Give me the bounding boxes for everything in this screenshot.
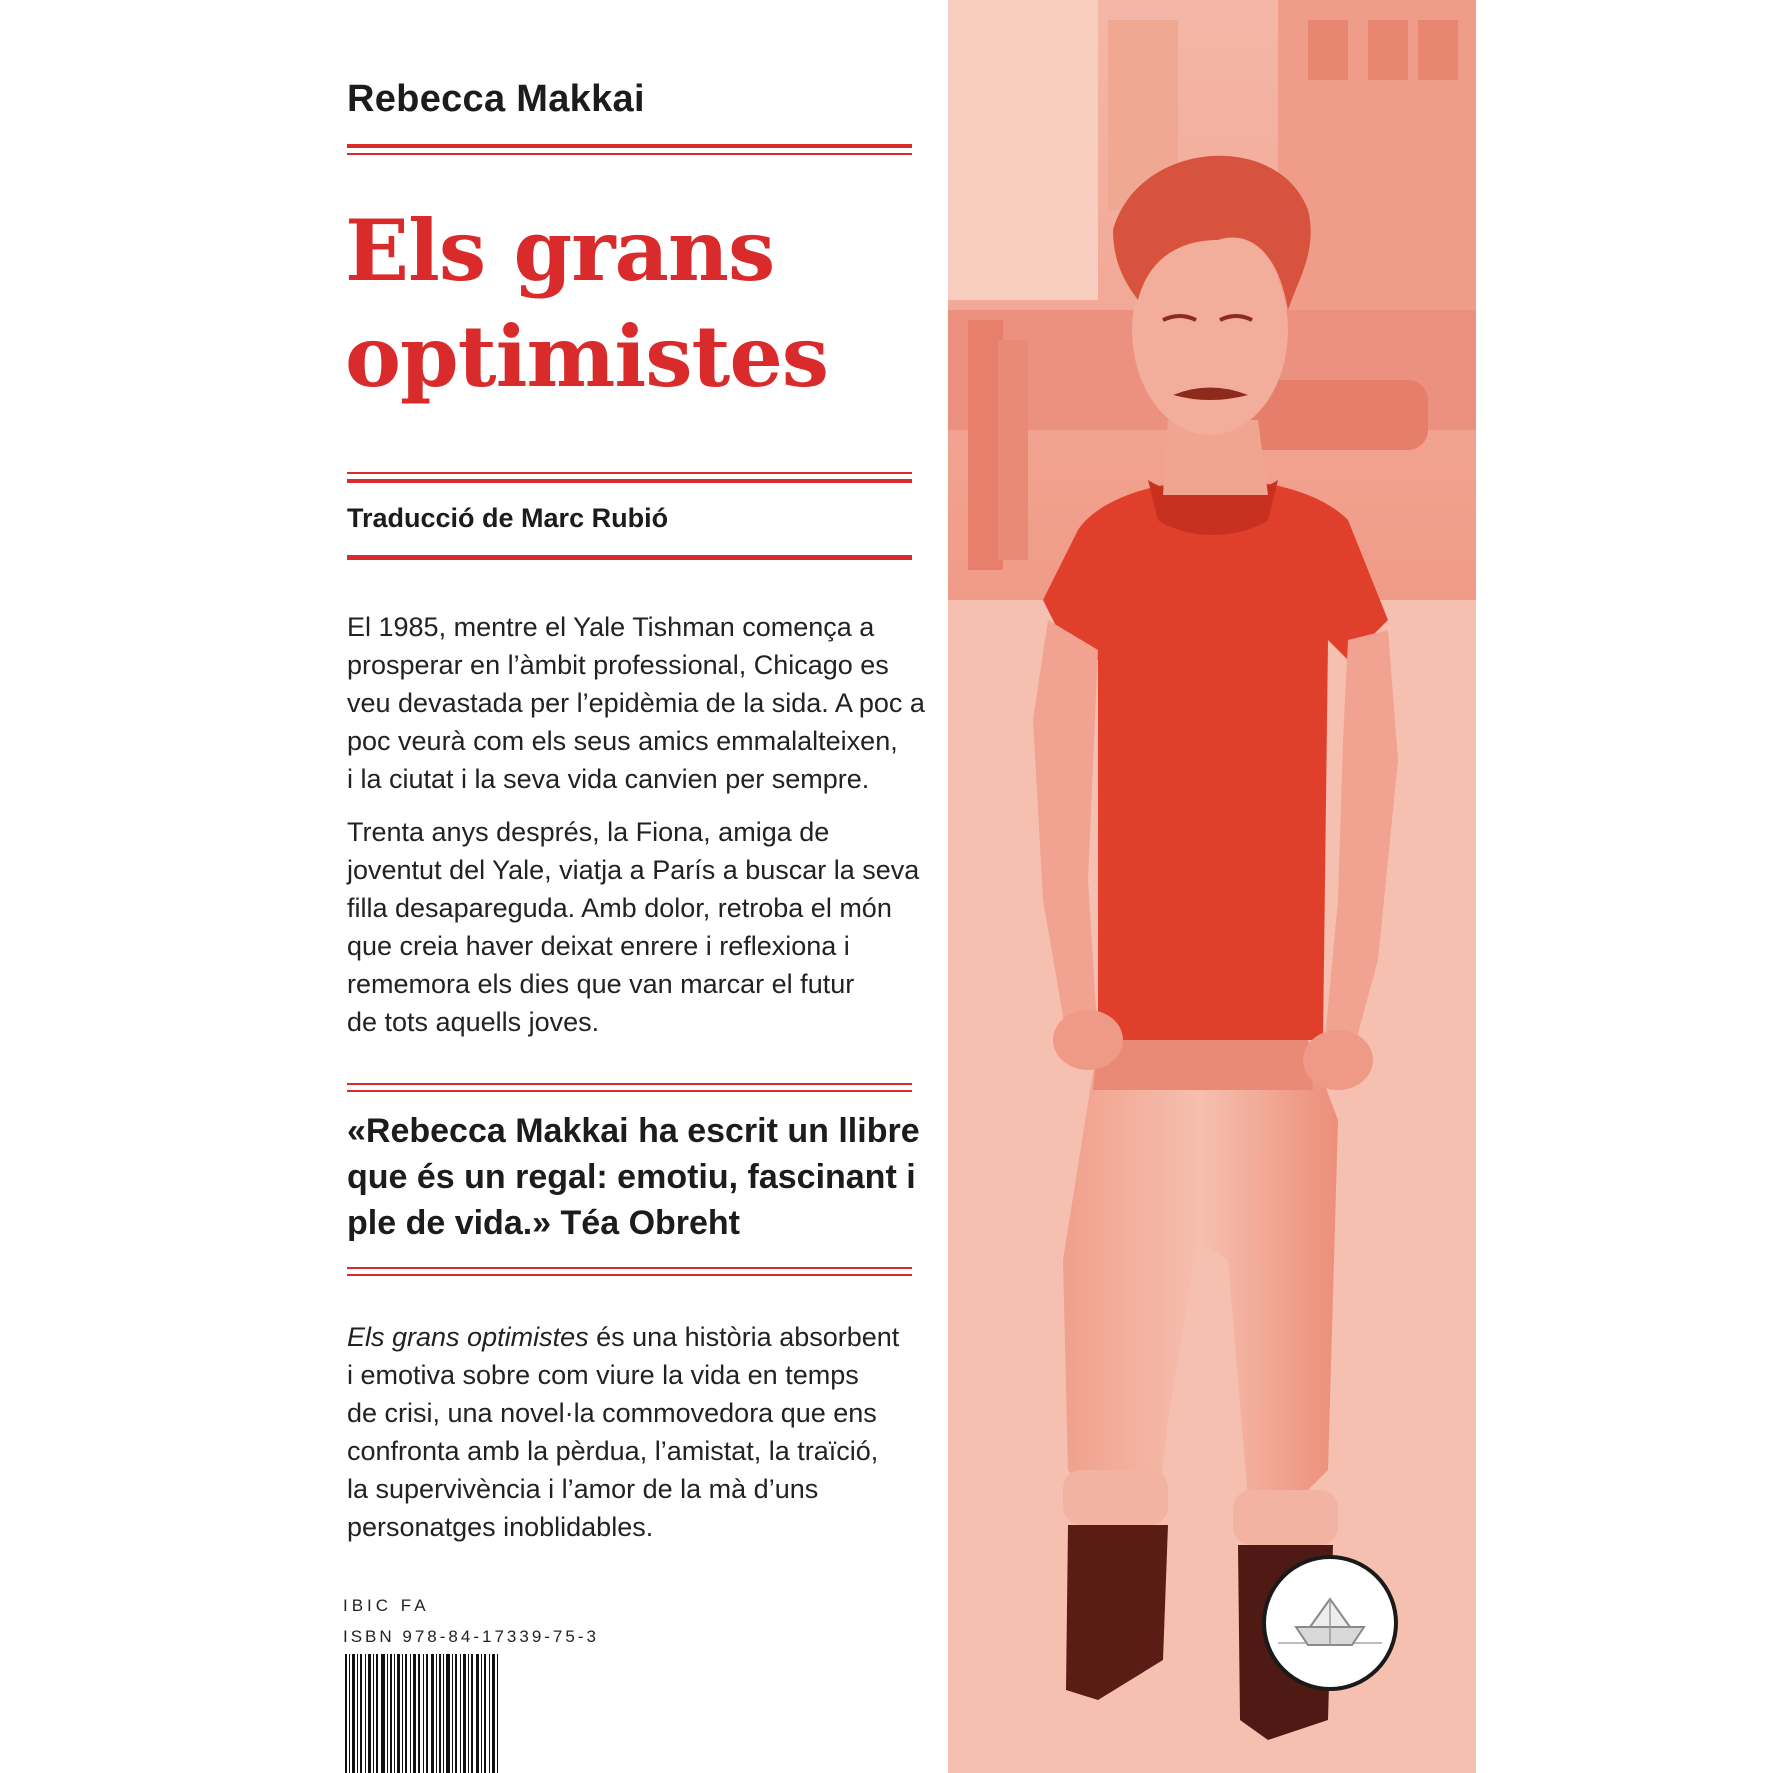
divider-title-1	[347, 472, 912, 474]
book-title	[345, 198, 925, 410]
divider-quote-top-1	[347, 1083, 912, 1085]
closing-line: confronta amb la pèrdua, l’amistat, la traïció,	[347, 1436, 879, 1466]
cover-photo-illustration	[948, 0, 1476, 1773]
divider-quote-top-2	[347, 1090, 912, 1092]
closing-line: personatges inoblidables.	[347, 1512, 654, 1542]
barcode-icon	[343, 1654, 499, 1773]
closing-line: de crisi, una novel·la commovedora que ens	[347, 1398, 877, 1428]
synopsis-line: prosperar en l’àmbit professional, Chicago es	[347, 650, 889, 680]
quote-line: ple de vida.» Téa Obreht	[347, 1204, 741, 1242]
closing-line-rest: és una història absorbent	[588, 1322, 900, 1352]
synopsis-line: que creia haver deixat enrere i reflexiona i	[347, 931, 850, 961]
closing-paragraph	[347, 1318, 907, 1546]
author-name: Rebecca Makkai	[347, 78, 645, 120]
closing-line	[347, 1318, 907, 1356]
divider-quote-bottom-2	[347, 1274, 912, 1276]
book-title-line-1: Els grans	[345, 201, 775, 300]
closing-line: la supervivència i l’amor de la mà d’uns	[347, 1474, 819, 1504]
synopsis-line: joventut del Yale, viatja a París a buscar la seva	[347, 855, 920, 885]
publisher-logo	[1262, 1555, 1398, 1691]
synopsis-line: rememora els dies que van marcar el futur	[347, 969, 855, 999]
synopsis-line: Trenta anys després, la Fiona, amiga de	[347, 817, 830, 847]
synopsis-line: veu devastada per l’epidèmia de la sida. A poc a	[347, 688, 925, 718]
isbn-number: ISBN 978-84-17339-75-3	[343, 1627, 599, 1646]
synopsis-line: filla desapareguda. Amb dolor, retroba el món	[347, 893, 892, 923]
divider-translator	[347, 555, 912, 560]
closing-title-italic: Els grans optimistes	[347, 1322, 589, 1352]
translator-credit: Traducció de Marc Rubió	[347, 503, 669, 533]
review-quote	[347, 1108, 920, 1246]
synopsis-paragraph-2	[347, 813, 920, 1041]
synopsis-line: i la ciutat i la seva vida canvien per sempre.	[347, 764, 870, 794]
synopsis-line: de tots aquells joves.	[347, 1007, 600, 1037]
cover-photo	[948, 0, 1476, 1773]
closing-line: i emotiva sobre com viure la vida en temps	[347, 1360, 859, 1390]
divider-top-2	[347, 153, 912, 155]
synopsis-line: poc veurà com els seus amics emmalalteixen,	[347, 726, 898, 756]
divider-top-1	[347, 144, 912, 148]
synopsis-line: El 1985, mentre el Yale Tishman comença a	[347, 612, 875, 642]
divider-quote-bottom-1	[347, 1267, 912, 1269]
paper-boat-icon	[1266, 1559, 1394, 1687]
quote-line: «Rebecca Makkai ha escrit un llibre	[347, 1112, 920, 1150]
book-title-line-2: optimistes	[345, 307, 829, 406]
ibic-code: IBIC FA	[343, 1596, 430, 1615]
divider-title-2	[347, 479, 912, 483]
synopsis-paragraph-1	[347, 608, 925, 798]
quote-line: que és un regal: emotiu, fascinant i	[347, 1158, 916, 1196]
